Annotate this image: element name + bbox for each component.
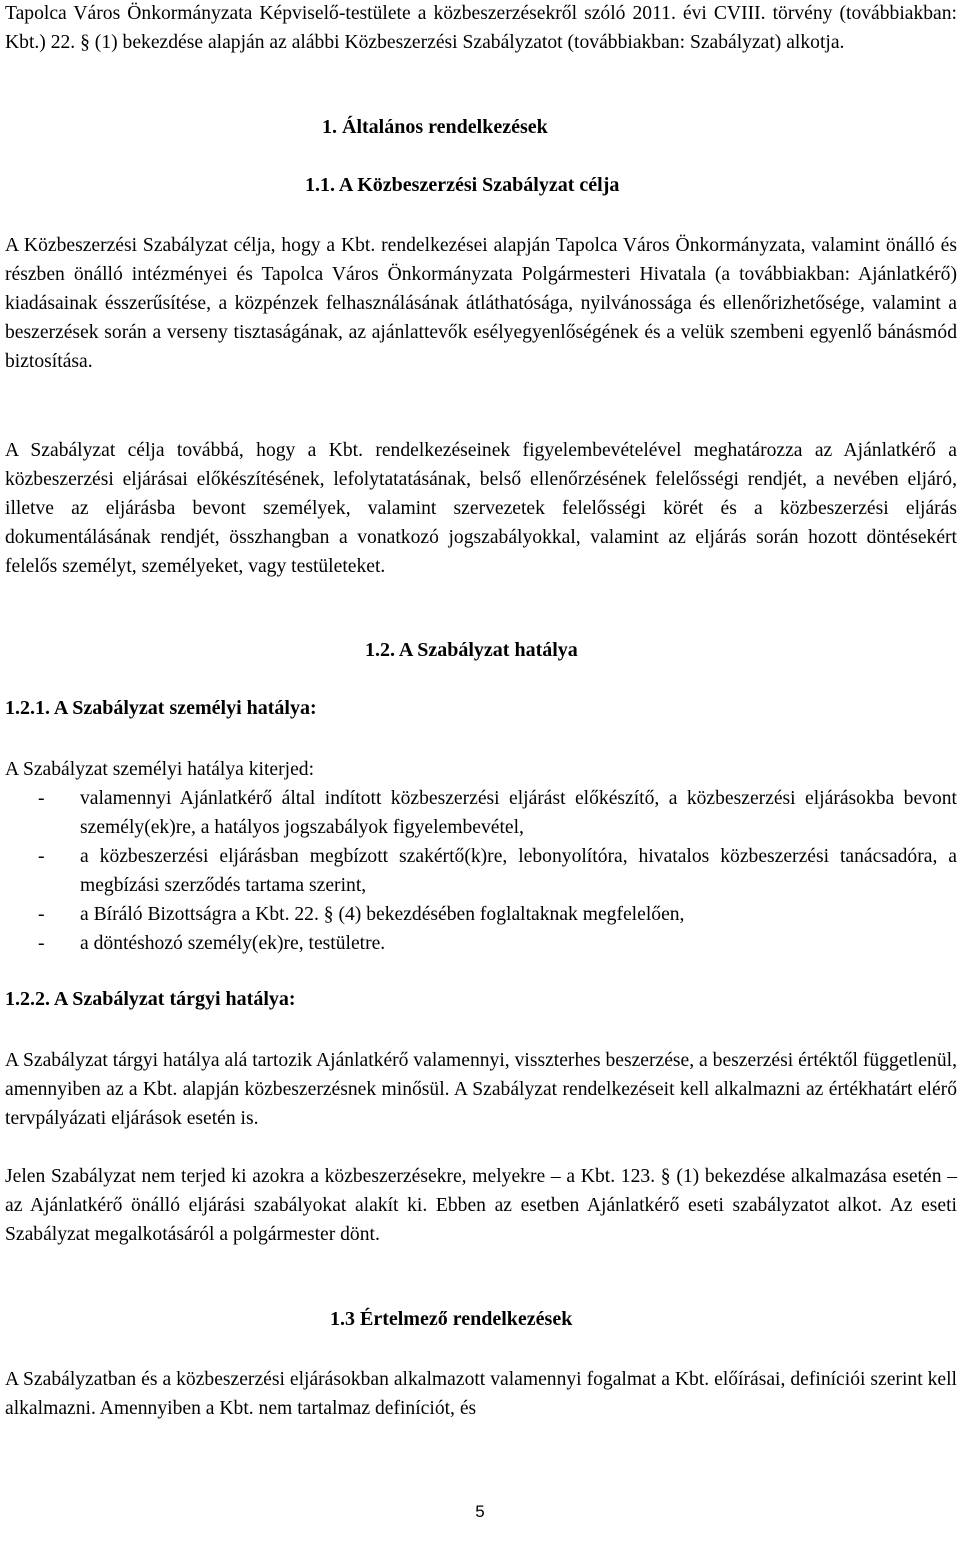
heading-personal-scope: 1.2.1. A Szabályzat személyi hatálya:: [5, 697, 317, 719]
heading-purpose: 1.1. A Közbeszerzési Szabályzat célja: [305, 174, 620, 196]
list-item: - a döntéshozó személy(ek)re, testületre.: [5, 929, 957, 958]
exceptions-paragraph: Jelen Szabályzat nem terjed ki azokra a közbeszerzésekre, melyekre – a Kbt. 123. § (1) bekezdése alkalmazása esetén – az Ajánlatkérő önálló eljárási szabályokat alakít ki. Ebben az esetben Ajánlatkérő eseti szabályzatot alkot. Az eseti Szabályzat megalkotásáról a polgármester dönt.: [5, 1166, 957, 1246]
intro-paragraph: Tapolca Város Önkormányzata Képviselő-testülete a közbeszerzésekről szóló 2011. évi CVIII. törvény (továbbiakban: Kbt.) 22. § (1) bekezdése alapján az alábbi Közbeszerzési Szabályzatot (továbbiakban: Szabályzat) alkotja.: [5, 3, 957, 54]
purpose-paragraph: A Közbeszerzési Szabályzat célja, hogy a Kbt. rendelkezései alapján Tapolca Város Önkormányzata, valamint önálló és részben önálló intézményei és Tapolca Város Önkormányzata Polgármesteri Hivatala (a továbbiakban: Ajánlatkérő) kiadásainak ésszerűsítése, a közpénzek felhasználásának átláthatósága, nyilvánossága és ellenőrizhetősége, valamint a beszerzések során a verseny tisztaságának, az ajánlattevők esélyegyenlőségének és a velük szembeni egyenlő bánásmód biztosítása.: [5, 235, 957, 373]
list-dash: -: [38, 904, 45, 926]
heading-general-provisions: 1. Általános rendelkezések: [322, 116, 548, 138]
heading-definitions: 1.3 Értelmező rendelkezések: [330, 1308, 573, 1330]
heading-material-scope: 1.2.2. A Szabályzat tárgyi hatálya:: [5, 988, 296, 1010]
list-item: - a Bíráló Bizottságra a Kbt. 22. § (4) bekezdésében foglaltaknak megfelelően,: [5, 900, 957, 929]
definitions-paragraph: A Szabályzatban és a közbeszerzési eljárásokban alkalmazott valamennyi fogalmat a Kbt. előírásai, definíciói szerint kell alkalmazni. Amennyiben a Kbt. nem tartalmaz definíciót, és: [5, 1369, 957, 1420]
list-item: - a közbeszerzési eljárásban megbízott szakértő(k)re, lebonyolítóra, hivatalos közbeszerzési tanácsadóra, a megbízási szerződés tartama szerint,: [5, 842, 957, 900]
list-item: - valamennyi Ajánlatkérő által indított közbeszerzési eljárást előkészítő, a közbeszerzési eljárásokba bevont személy(ek)re, a hatályos jogszabályok figyelembevétel,: [5, 784, 957, 842]
personal-scope-list: [5, 784, 957, 959]
list-dash: -: [38, 933, 45, 955]
page-number: 5: [475, 1502, 485, 1521]
personal-scope-intro: A Szabályzat személyi hatálya kiterjed:: [5, 759, 315, 780]
heading-scope: 1.2. A Szabályzat hatálya: [365, 639, 578, 661]
list-dash: -: [38, 846, 45, 868]
purpose-further-paragraph: A Szabályzat célja továbbá, hogy a Kbt. rendelkezéseinek figyelembevételével meghatározza az Ajánlatkérő a közbeszerzési eljárásai előkészítésének, lefolytatatásának, belső ellenőrzésének felelősségi rendjét, a nevében eljáró, illetve az eljárásba bevont személyek, valamint szervezetek felelősségi körét és a közbeszerzési eljárás dokumentálásának rendjét, összhangban a vonatkozó jogszabályokkal, valamint az eljárás során hozott döntésekért felelős személyt, személyeket, vagy testületeket.: [5, 440, 957, 578]
material-scope-paragraph: A Szabályzat tárgyi hatálya alá tartozik Ajánlatkérő valamennyi, visszterhes beszerzése, a beszerzési értéktől függetlenül, amennyiben az a Kbt. alapján közbeszerzésnek minősül. A Szabályzat rendelkezéseit kell alkalmazni az értékhatárt elérő tervpályázati eljárások esetén is.: [5, 1050, 957, 1130]
list-dash: -: [38, 788, 45, 809]
